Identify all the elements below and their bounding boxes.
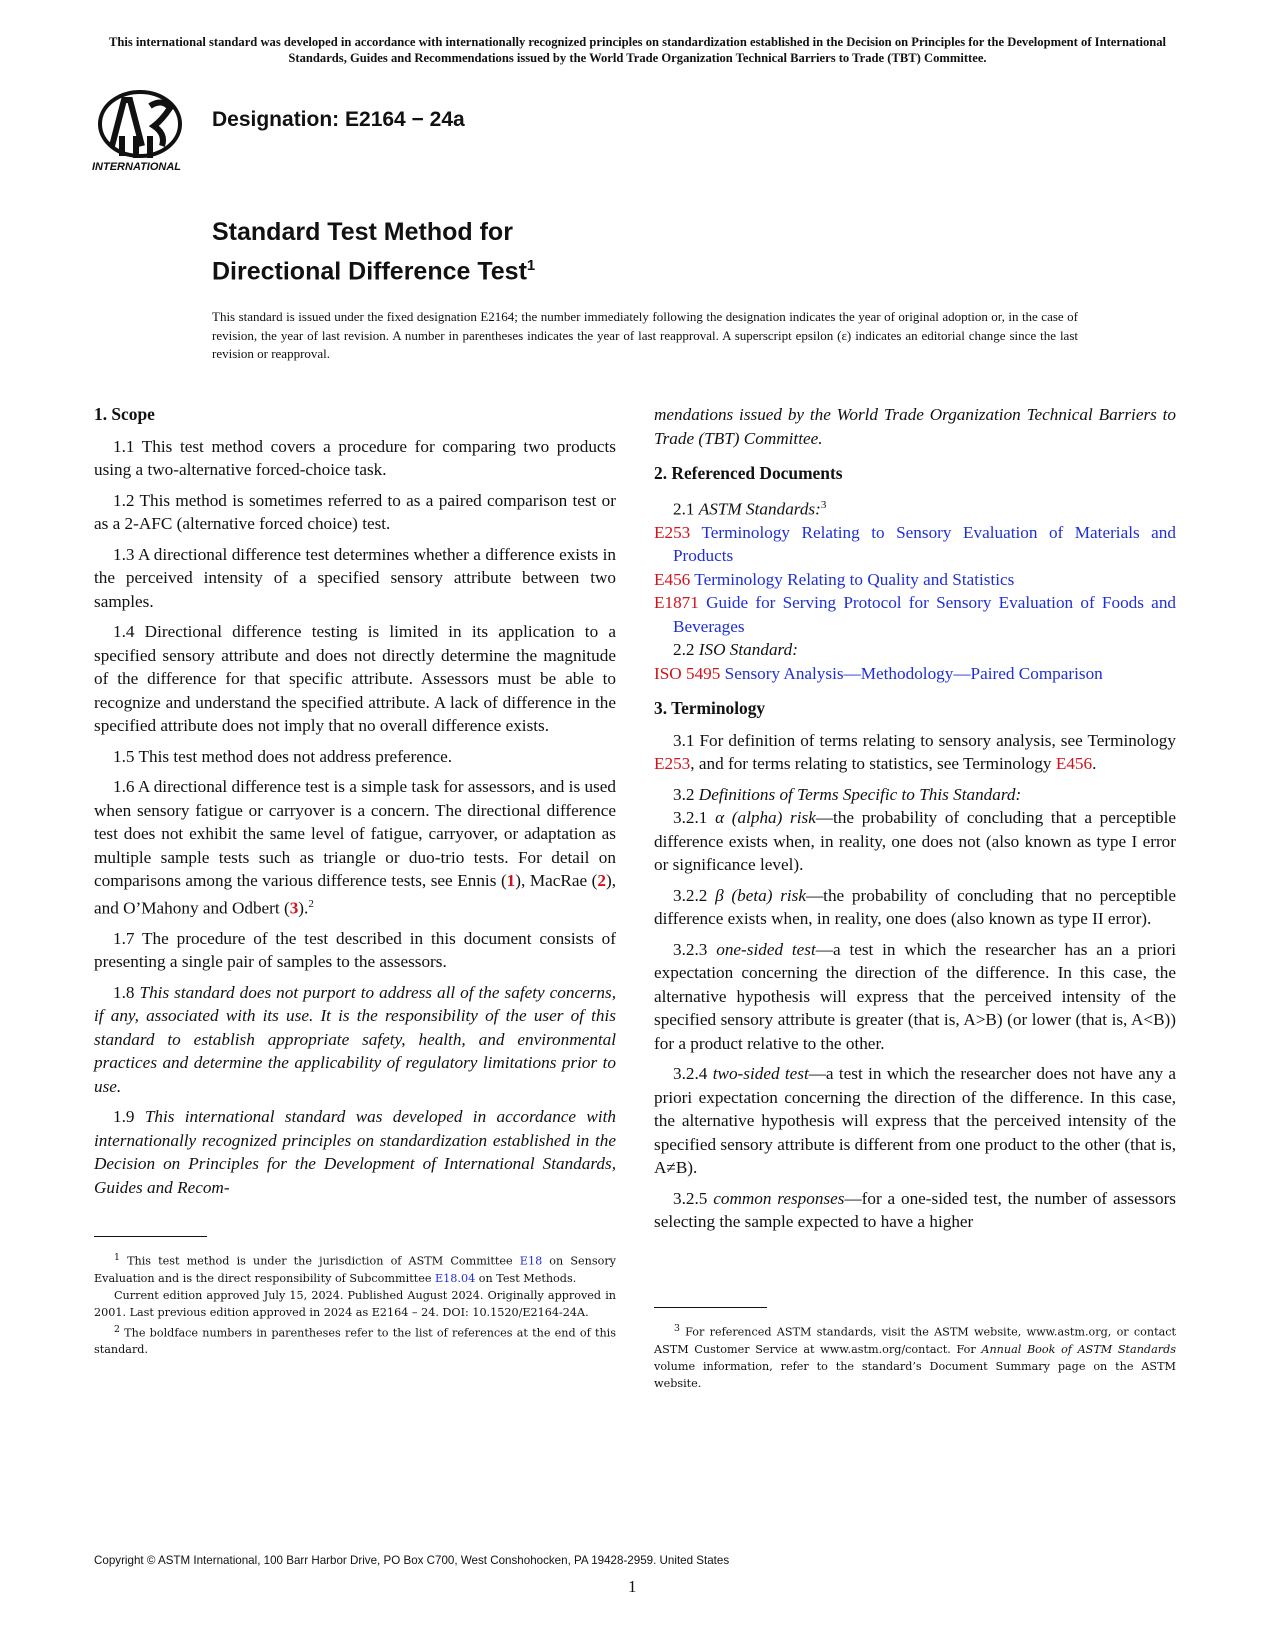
p3-1-text-c: . (1092, 754, 1097, 774)
subcommittee-e18-04-link[interactable]: E18.04 (435, 1271, 476, 1285)
one-sided-test-definition: —a test in which the researcher has an a priori expectation concerning the direction of the difference. In this case, the alternative hypothesis will express that the perceived intensity of the specified sensory attribute is greater (that is, A>B) (or lower (that is, A<B)) for a product relative to the other. (654, 939, 1176, 1053)
e1871-title[interactable]: Guide for Serving Protocol for Sensory Evaluation of Foods and Beverages (673, 593, 1177, 636)
iso-5495-code[interactable]: ISO 5495 (654, 663, 721, 683)
right-column (654, 403, 1176, 1241)
left-column (94, 403, 616, 1206)
footnote-1-edition: Current edition approved July 15, 2024. Published August 2024. Originally approved in 2001. Last previous edition approved in 2024 as E2164 – 24. DOI: 10.1520/E2164-24A. (94, 1288, 616, 1319)
p1-6-text-a: 1.6 A directional difference test is a simple task for assessors, and is used when sensory fatigue or carryover is a concern. The directional difference test does not exhibit the same level of fatigue, carryover, or adaptation as multiple sample tests such as triangle or duo-trio tests. For detail on comparisons among the various difference tests, see Ennis ( (94, 777, 616, 890)
fn3-text-b: volume information, refer to the standard’s Document Summary page on the ASTM website. (654, 1359, 1176, 1390)
copyright-line: Copyright © ASTM International, 100 Barr Harbor Drive, PO Box C700, West Conshohocken, PA 19428-2959. United States (94, 1554, 730, 1567)
paragraph-1-7: 1.7 The procedure of the test described in this document consists of presenting a single pair of samples to the assessors. (94, 928, 616, 972)
e456-code[interactable]: E456 (654, 569, 691, 589)
paragraph-1-3: 1.3 A directional difference test determines whether a difference exists in the perceived intensity of a specified sensory attribute between two samples. (94, 544, 616, 611)
common-responses-definition: —for a one-sided test, the number of assessors selecting the sample expected to have a higher (654, 1188, 1176, 1232)
reference-iso-5495[interactable] (654, 662, 1176, 686)
title-line-2: Directional Difference Test (212, 257, 527, 286)
p2-2-text: ISO Standard: (698, 640, 798, 660)
p2-1-number: 2.1 (673, 499, 699, 519)
astm-logo (92, 86, 198, 178)
p3-1-text-a: 3.1 For definition of terms relating to sensory analysis, see Terminology (673, 730, 1176, 750)
title-line-1: Standard Test Method for (212, 218, 513, 246)
beta-risk-definition: —the probability of concluding that no perceptible difference exists when, in reality, one does (also known as type II error). (654, 885, 1177, 929)
p3-2-number: 3.2 (673, 784, 699, 804)
paragraph-2-2 (654, 638, 1176, 662)
reference-e1871[interactable] (654, 591, 1176, 638)
fn3-annual-book: Annual Book of ASTM Standards (981, 1342, 1177, 1356)
paragraph-1-9 (94, 1105, 616, 1199)
p1-6-text-b: ), MacRae ( (515, 871, 598, 890)
p3-1-text-b: , and for terms relating to statistics, see Terminology (690, 754, 1056, 774)
footnote-divider-right (654, 1307, 767, 1308)
fn1-text-c: on Test Methods. (475, 1271, 577, 1285)
paragraph-3-2-3 (654, 938, 1176, 1056)
terminology-e253-link[interactable]: E253 (654, 754, 691, 774)
footnote-mark-2: 2 (308, 897, 314, 910)
two-sided-test-definition: —a test in which the researcher does not have any a priori expectation concerning the direction of the difference. In this case, the alternative hypothesis will express that the perceived intensity of the specified sensory attribute is different from one product to the other (that is, A≠B). (654, 1064, 1176, 1178)
footnote-divider-left (94, 1236, 207, 1237)
paragraph-1-2: 1.2 This method is sometimes referred to as a paired comparison test or as a 2-AFC (alternative forced choice) test. (94, 490, 616, 533)
p1-9-text: This international standard was developed in accordance with internationally recognized principles on standardization established in the Decision on Principles for the Development of International Standards, Guides and Recom- (94, 1107, 616, 1197)
referenced-documents-heading: 2. Referenced Documents (654, 463, 843, 483)
fn2-text: The boldface numbers in parentheses refer to the list of references at the end of this standard. (94, 1326, 617, 1357)
paragraph-3-2-2 (654, 884, 1176, 931)
footnote-3 (654, 1320, 1176, 1392)
p2-1-text: ASTM Standards: (698, 499, 821, 519)
p1-8-number: 1.8 (113, 982, 140, 1002)
two-sided-test-term: two-sided test (712, 1064, 809, 1084)
e456-title[interactable]: Terminology Relating to Quality and Statistics (694, 569, 1015, 589)
fn2-mark: 2 (114, 1323, 120, 1335)
right-footnotes (654, 1320, 1176, 1392)
fn1-text-b: on Sensory Evaluation and is the direct responsibility of Subcommittee (94, 1254, 616, 1285)
reference-link-3[interactable]: 3 (289, 898, 299, 918)
beta-risk-term: β (beta) risk (715, 885, 806, 905)
fn1-mark: 1 (114, 1252, 120, 1263)
document-title (212, 216, 535, 288)
page-number: 1 (628, 1577, 637, 1596)
one-sided-test-term: one-sided test (716, 939, 816, 959)
alpha-risk-term: α (alpha) risk (715, 808, 816, 828)
reference-e456[interactable] (654, 568, 1176, 592)
committee-e18-link[interactable]: E18 (519, 1254, 543, 1268)
paragraph-3-1 (654, 729, 1176, 776)
paragraph-1-5: 1.5 This test method does not address preference. (113, 746, 453, 766)
reference-link-2[interactable]: 2 (597, 871, 606, 890)
e253-code[interactable]: E253 (654, 522, 691, 542)
p1-8-text: This standard does not purport to address all of the safety concerns, if any, associated with its use. It is the responsibility of the user of this standard to establish appropriate safety, health, and environmental practices and determine the applicability of regulatory limitations prior to use. (94, 982, 617, 1096)
paragraph-3-2-5 (654, 1187, 1176, 1234)
p3-2-2-number: 3.2.2 (673, 885, 716, 905)
p3-2-5-number: 3.2.5 (673, 1188, 714, 1208)
left-footnotes (94, 1249, 616, 1358)
paragraph-2-1 (654, 494, 1176, 521)
reference-link-1[interactable]: 1 (506, 871, 516, 890)
alpha-risk-definition: —the probability of concluding that a perceptible difference exists when, in reality, one does not (also known as type I error or significance level). (654, 808, 1176, 875)
reference-e253[interactable] (654, 521, 1176, 568)
p3-2-1-number: 3.2.1 (673, 808, 716, 828)
paragraph-1-4: 1.4 Directional difference testing is limited in its application to a specified sensory attribute and does not directly determine the magnitude of the difference for that specific attribute. Assessors must be able to recognize and understand the specified attribute. A lack of difference in the specified attribute does not imply that no overall difference exists. (94, 622, 616, 735)
iso-5495-title[interactable]: Sensory Analysis—Methodology—Paired Comparison (724, 663, 1103, 683)
terminology-e456-link[interactable]: E456 (1055, 754, 1093, 774)
e253-title[interactable]: Terminology Relating to Sensory Evaluation of Materials and Products (673, 522, 1176, 566)
footnote-1 (94, 1249, 616, 1287)
paragraph-1-1: 1.1 This test method covers a procedure for comparing two products using a two-alternative forced-choice task. (94, 436, 616, 479)
paragraph-1-8 (94, 981, 616, 1099)
paragraph-1-9-continued: mendations issued by the World Trade Organization Technical Barriers to Trade (TBT) Committee. (654, 405, 1176, 448)
paragraph-3-2 (654, 783, 1176, 807)
scope-heading: 1. Scope (94, 404, 155, 424)
fn1-text-a: This test method is under the jurisdiction of ASTM Committee (127, 1254, 520, 1268)
p2-2-number: 2.2 (673, 640, 699, 660)
fn3-text-a: For referenced ASTM standards, visit the ASTM website, www.astm.org, or contact ASTM Customer Service at www.astm.org/contact. For (654, 1325, 1176, 1356)
p3-2-4-number: 3.2.4 (673, 1064, 713, 1084)
paragraph-3-2-4 (654, 1062, 1176, 1180)
astm-logo-icon (92, 86, 198, 178)
footnote-mark-3: 3 (820, 498, 827, 511)
paragraph-1-6 (94, 775, 616, 920)
p3-2-3-number: 3.2.3 (673, 939, 717, 959)
p1-6-text-d: ). (298, 898, 309, 918)
terminology-heading: 3. Terminology (654, 698, 766, 719)
common-responses-term: common responses (713, 1188, 845, 1208)
logo-text: INTERNATIONAL (92, 161, 182, 173)
paragraph-3-2-1 (654, 806, 1176, 877)
fn3-mark: 3 (674, 1323, 680, 1334)
trade-organization-notice: This international standard was developed in accordance with internationally recognized principles on standardization established in the Decision on Principles for the Development of International Standards, Guides and Recommendations issued by the World Trade Organization Technical Barriers to Trade (TBT) Committee. (108, 35, 1167, 65)
footnote-2 (94, 1321, 616, 1359)
designation: Designation: E2164 − 24a (212, 108, 465, 131)
title-footnote-mark: 1 (526, 257, 536, 274)
e1871-code[interactable]: E1871 (654, 593, 699, 613)
p1-9-number: 1.9 (113, 1107, 145, 1127)
p1-6-text-c: ), and O’Mahony and Odbert ( (94, 871, 616, 918)
issuance-statement: This standard is issued under the fixed designation E2164; the number immediately following the designation indicates the year of original adoption or, in the case of revision, the year of last revision. A number in parentheses indicates the year of last reapproval. A superscript epsilon (ε) indicates an editorial change since the last revision or reapproval. (212, 309, 1078, 361)
p3-2-text: Definitions of Terms Specific to This Standard: (698, 784, 1022, 804)
